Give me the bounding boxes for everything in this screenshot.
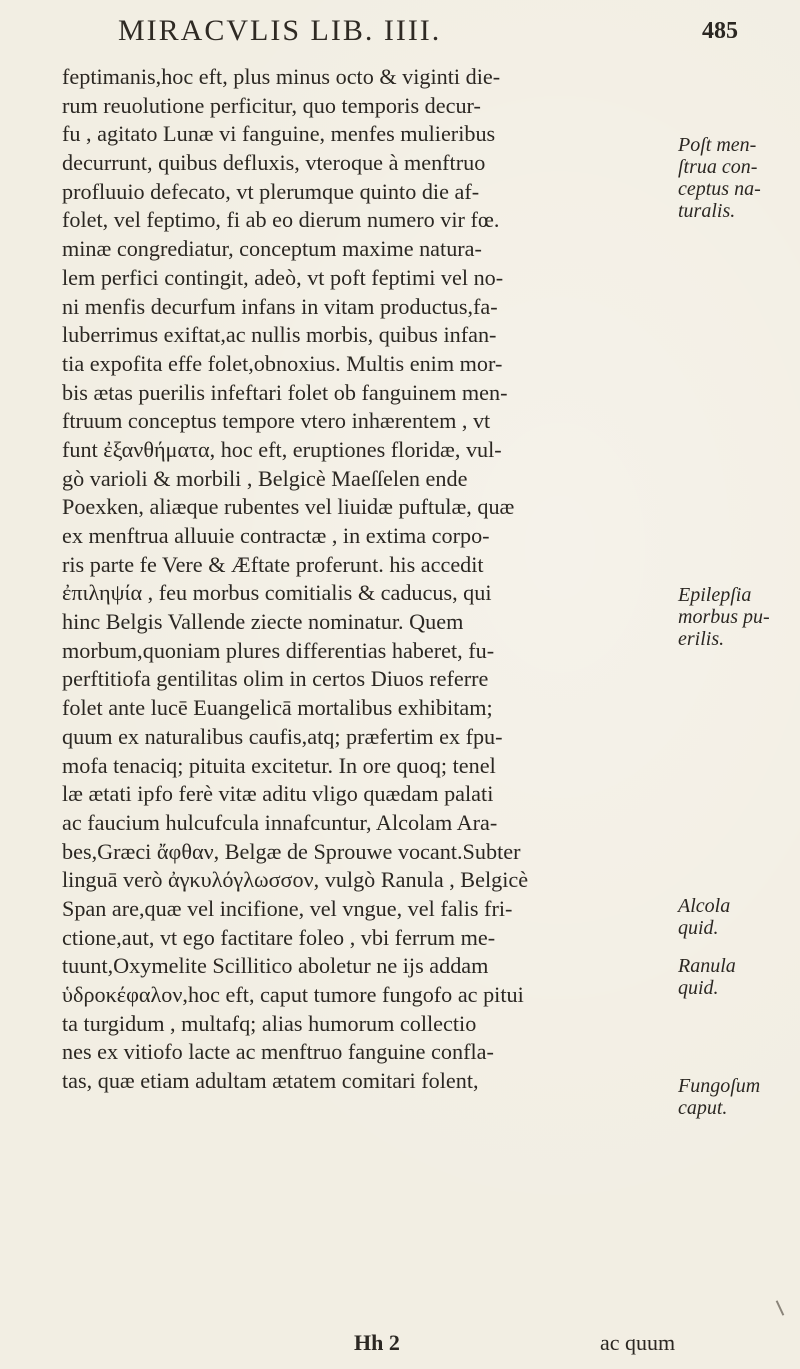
- text-line: morbum,quoniam plures differentias haberet, fu-: [62, 637, 495, 663]
- text-line: bes,Græci ἄφθαν, Belgæ de Sprouwe vocant.Subter: [62, 838, 521, 864]
- running-head: MIRACVLIS LIB. IIII.: [118, 14, 442, 47]
- text-line: ctione,aut, vt ego factitare foleo , vbi ferrum me-: [62, 924, 496, 950]
- margin-note-conception: [678, 134, 761, 222]
- margin-note-line: Fungoſum: [678, 1075, 761, 1097]
- text-line: lem perfici contingit, adeò, vt poft feptimi vel no-: [62, 264, 504, 290]
- text-line: rum reuolutione perficitur, quo temporis decur-: [62, 92, 481, 118]
- margin-note-line: quid.: [678, 917, 719, 939]
- text-line: decurrunt, quibus defluxis, vteroque à menftruo: [62, 150, 486, 176]
- signature-mark: Hh 2: [354, 1330, 400, 1355]
- text-line: quum ex naturalibus caufis,atq; præfertim ex fpu-: [62, 723, 503, 749]
- text-line: funt ἐξανθήματα, hoc eft, eruptiones floridæ, vul-: [62, 436, 502, 462]
- text-line: ac faucium hulcufcula innafcuntur, Alcolam Ara-: [62, 809, 498, 835]
- margin-note-line: ſtrua con-: [678, 156, 758, 178]
- catchword: ac quum: [600, 1330, 676, 1355]
- text-line: læ ætati ipfo ferè vitæ aditu vligo quædam palati: [62, 781, 494, 807]
- text-line: tas, quæ etiam adultam ætatem comitari folent,: [62, 1068, 479, 1094]
- text-line: bis ætas puerilis infeftari folet ob fanguinem men-: [62, 379, 508, 405]
- margin-note-line: quid.: [678, 977, 719, 999]
- text-line: ni menfis decurfum infans in vitam productus,fa-: [62, 293, 498, 319]
- margin-note-line: ceptus na-: [678, 178, 761, 200]
- text-line: tuunt,Oxymelite Scillitico aboletur ne ijs addam: [62, 953, 489, 979]
- margin-note-ranula: [678, 955, 736, 999]
- text-line: ris parte fe Vere & Æftate proferunt. his accedit: [62, 551, 484, 577]
- text-line: folet, vel feptimo, fi ab eo dierum numero vir fœ.: [62, 207, 500, 233]
- margin-note-alcola: [678, 895, 730, 939]
- text-line: Span are,quæ vel incifione, vel vngue, vel falis fri-: [62, 895, 513, 921]
- text-line: gò varioli & morbili , Belgicè Maeſſelen ende: [62, 465, 468, 491]
- text-line: folet ante lucē Euangelicā mortalibus exhibitam;: [62, 695, 493, 721]
- text-line: ex menftrua alluuie contractæ , in extima corpo-: [62, 523, 490, 548]
- margin-note-line: Poſt men-: [678, 134, 757, 156]
- body-text: [62, 63, 712, 1096]
- text-line: nes ex vitiofo lacte ac menftruo fanguine confla-: [62, 1039, 494, 1065]
- text-line: hinc Belgis Vallende ziecte nominatur. Quem: [62, 609, 464, 635]
- text-line: Poexken, aliæque rubentes vel liuidæ puftulæ, quæ: [62, 494, 515, 520]
- margin-note-line: Alcola: [678, 895, 731, 917]
- margin-note-line: turalis.: [678, 200, 736, 222]
- margin-note-line: morbus pu-: [678, 606, 770, 628]
- text-line: ftruum conceptus tempore vtero inhærentem , vt: [62, 408, 491, 434]
- text-line: fu , agitato Lunæ vi fanguine, menfes mulieribus: [62, 121, 496, 147]
- margin-note-fungosum: [678, 1075, 760, 1119]
- margin-note-epilepsy: [678, 584, 770, 650]
- text-line: perftitiofa gentilitas olim in certos Diuos referre: [62, 666, 489, 692]
- text-line: ta turgidum , multafq; alias humorum collectio: [62, 1010, 477, 1036]
- text-line: feptimanis,hoc eft, plus minus octo & viginti die-: [62, 64, 501, 89]
- margin-note-line: erilis.: [678, 628, 725, 650]
- text-line: ἐπιληψία , feu morbus comitialis & caducus, qui: [62, 580, 492, 606]
- text-line: mofa tenaciq; pituita excitetur. In ore quoq; tenel: [62, 752, 496, 778]
- text-line: minæ congrediatur, conceptum maxime natura-: [62, 236, 482, 262]
- text-line: ὑδροκέφαλον,hoc eft, caput tumore fungofo ac pitui: [62, 982, 524, 1007]
- text-line: linguā verò ἀγκυλόγλωσσον, vulgò Ranula , Belgicè: [62, 867, 529, 893]
- margin-note-line: Ranula: [678, 955, 736, 977]
- margin-note-line: caput.: [678, 1097, 728, 1119]
- page-number: 485: [702, 18, 738, 44]
- paper-blemish: [776, 1300, 785, 1315]
- text-line: tia expofita effe folet,obnoxius. Multis enim mor-: [62, 350, 503, 376]
- text-line: profluuio defecato, vt plerumque quinto die af-: [62, 178, 480, 204]
- text-line: luberrimus exiftat,ac nullis morbis, quibus infan-: [62, 322, 497, 348]
- margin-note-line: Epilepſia: [678, 584, 752, 606]
